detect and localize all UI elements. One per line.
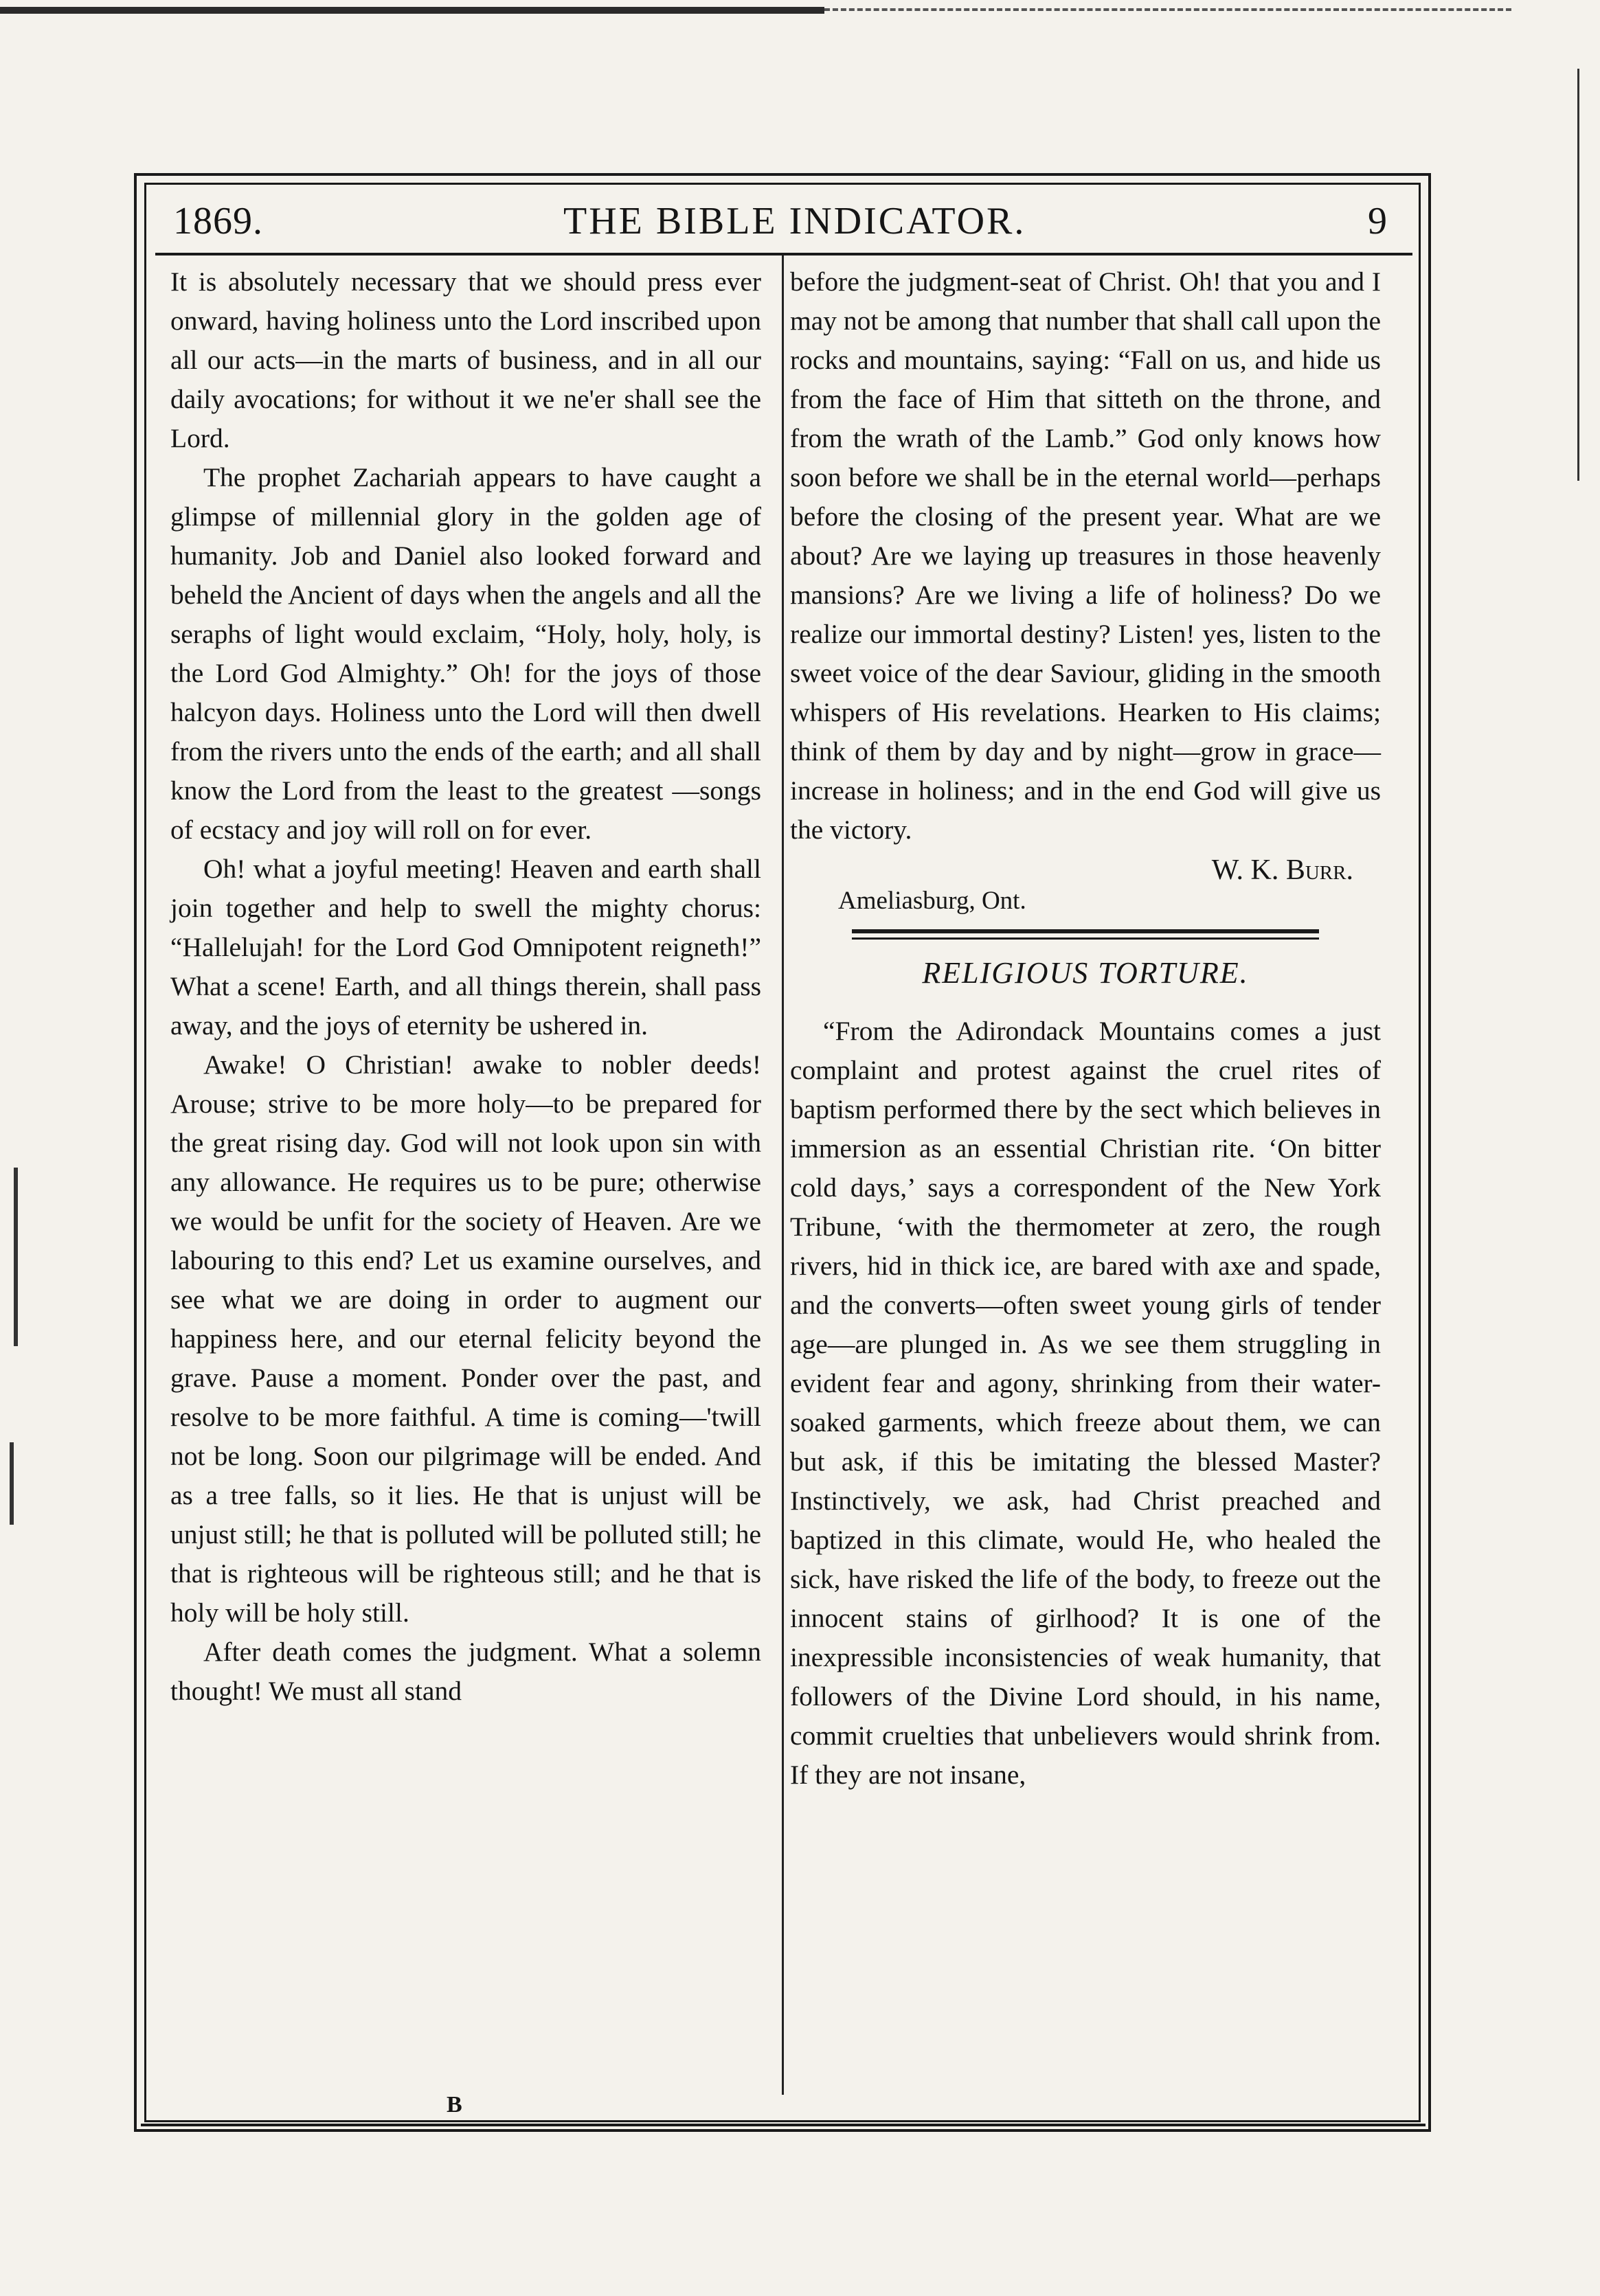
left-margin-mark	[14, 1168, 18, 1346]
header-rule	[155, 253, 1412, 255]
right-paragraph-1: before the judgment-seat of Christ. Oh! that you and I may not be among that number that shall call upon the rocks and mountains, saying: “Fall on us, and hide us from the face of Him that sitteth on the throne, and from the wrath of the Lamb.” God only knows how soon before we shall be in the eternal world—perhaps before the closing of the present year. What are we about? Are we laying up treasures in those heavenly mansions? Are we living a life of holiness? Do we realize our immortal destiny? Listen! yes, listen to the sweet voice of the dear Saviour, gliding in the smooth whispers of His revelations. Hearken to His claims; think of them by day and by night—grow in grace—increase in holiness; and in the end God will give us the victory.	[790, 266, 1382, 845]
section-divider	[852, 929, 1319, 940]
header-year: 1869.	[173, 200, 263, 242]
header-page-number: 9	[1368, 200, 1388, 242]
page-header	[165, 192, 1401, 254]
left-margin-mark	[10, 1442, 14, 1525]
header-title: THE BIBLE INDICATOR.	[563, 200, 1026, 242]
right-margin-mark	[1577, 69, 1579, 481]
left-column	[170, 262, 761, 1711]
article-signature	[790, 851, 1381, 920]
bottom-rule-thin	[141, 2130, 1426, 2132]
signature-name: W. K. Burr.	[1211, 854, 1353, 886]
top-dashed-rule	[824, 8, 1511, 11]
right-column	[790, 262, 1381, 1795]
left-paragraph-1: It is absolutely necessary that we should press ever onward, having holiness unto the Lord inscribed upon all our acts—in the marts of business, and in all our daily avocations; for without it we ne'er shall see the Lord.	[170, 266, 761, 453]
left-paragraph-4: Awake! O Christian! awake to nobler deeds! Arouse; strive to be more holy—to be prepared for the great rising day. God will not look upon sin with any allowance. He requires us to be pure; otherwise we would be unfit for the society of Heaven. Are we labouring to this end? Let us examine ourselves, and see what we are doing in order to augment our happiness here, and our eternal felicity beyond the grave. Pause a moment. Ponder over the past, and resolve to be more faithful. A time is coming—'twill not be long. Soon our pilgrimage will be ended. And as a tree falls, so it lies. He that is unjust will be unjust still; he that is polluted will be polluted still; he that is righteous will be righteous still; and he that is holy will be holy still.	[170, 1049, 761, 1628]
left-paragraph-2: The prophet Zachariah appears to have caught a glimpse of millennial glory in the golden age of humanity. Job and Daniel also looked forward and beheld the Ancient of days when the angels and all the seraphs of light would exclaim, “Holy, holy, holy, is the Lord God Almighty.” Oh! for the joys of those halcyon days. Holiness unto the Lord will then dwell from the rivers unto the ends of the earth; and all shall know the Lord from the least to the greatest —songs of ecstacy and joy will roll on for ever.	[170, 462, 761, 845]
column-divider	[782, 255, 784, 2095]
bottom-rule	[141, 2124, 1426, 2126]
signature-place: Ameliasburg, Ont.	[838, 887, 1026, 915]
signature-mark: B	[447, 2092, 462, 2117]
left-paragraph-5: After death comes the judgment. What a solemn thought! We must all stand	[170, 1637, 761, 1706]
section-heading: RELIGIOUS TORTURE.	[922, 956, 1249, 990]
left-paragraph-3: Oh! what a joyful meeting! Heaven and earth shall join together and help to swell the mighty chorus: “Hallelujah! for the Lord God Omnipotent reigneth!” What a scene! Earth, and all things therein, shall pass away, and the joys of eternity be ushered in.	[170, 854, 761, 1041]
section-paragraph-1: “From the Adirondack Mountains comes a just complaint and protest against the cruel rites of baptism performed there by the sect which believes in immersion as an essential Christian rite. ‘On bitter cold days,’ says a correspondent of the New York Tribune, ‘with the thermometer at zero, the rough rivers, hid in thick ice, are bared with axe and spade, and the converts—often sweet young girls of tender age—are plunged in. As we see them struggling in evident fear and agony, shrinking from their water-soaked garments, which freeze about them, we can but ask, if this be imitating the blessed Master? Instinctively, we ask, had Christ preached and baptized in this climate, would He, who healed the sick, have risked the life of the body, to freeze out the innocent stains of girlhood? It is one of the inexpressible inconsistencies of weak humanity, that followers of the Divine Lord should, in his name, commit cruelties that unbelievers would shrink from. If they are not insane,	[790, 1016, 1381, 1790]
